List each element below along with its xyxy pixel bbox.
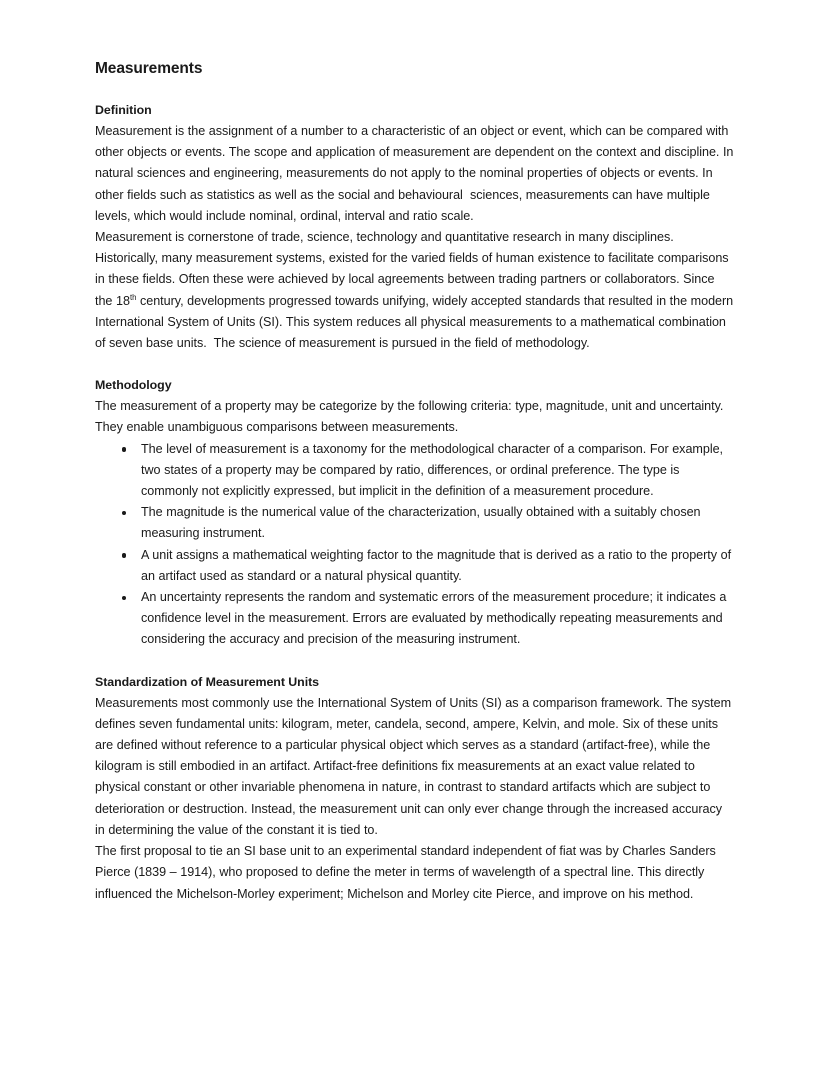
section-heading-definition: Definition bbox=[95, 103, 152, 117]
paragraph-definition-2 bbox=[95, 227, 735, 354]
section-methodology bbox=[95, 375, 735, 650]
paragraph-definition-2-part-a: Measurement is cornerstone of trade, science, technology and quantitative research in many disciplines. Historically, many measurement systems, existed for the varied fields of human existence to facilitate comparisons in these fields. Often these were achieved by local agreements between trading partners or collaborators. Since the 18 bbox=[95, 230, 733, 308]
section-definition bbox=[95, 100, 738, 354]
list-item: An uncertainty represents the random and systematic errors of the measurement procedure; it indicates a confidence level in the measurement. Errors are evaluated by methodically repeating measurements and considering the accuracy and precision of the measuring instrument. bbox=[95, 587, 735, 651]
document-content bbox=[95, 58, 738, 926]
section-standardization bbox=[95, 672, 735, 905]
paragraph-definition-1: Measurement is the assignment of a number to a characteristic of an object or event, which can be compared with other objects or events. The scope and application of measurement are dependent on the context and discipline. In natural sciences and engineering, measurements do not apply to the nominal properties of objects or events. In other fields such as statistics as well as the social and behavioural sciences, measurements can have multiple levels, which would include nominal, ordinal, interval and ratio scale. bbox=[95, 124, 738, 223]
list-item: The magnitude is the numerical value of the characterization, usually obtained with a suitably chosen measuring instrument. bbox=[95, 502, 735, 544]
paragraph-methodology-1: The measurement of a property may be categorize by the following criteria: type, magnitude, unit and uncertainty. They enable unambiguous comparisons between measurements. bbox=[95, 399, 727, 435]
paragraph-standardization-1: Measurements most commonly use the International System of Units (SI) as a comparison framework. The system defines seven fundamental units: kilogram, meter, candela, second, ampere, Kelvin, and mole. Six of these units are defined without reference to a particular physical object which serves as a standard (artifact-free), while the kilogram is still embodied in an artifact. Artifact-free definitions fix measurements at an exact value related to physical constant or other invariable phenomena in nature, in contrast to standard artifacts which are subject to deterioration or destruction. Instead, the measurement unit can only ever change through the increased accuracy in determining the value of the constant it is tied to. bbox=[95, 695, 735, 837]
section-heading-methodology: Methodology bbox=[95, 378, 172, 393]
paragraph-standardization-2: The first proposal to tie an SI base unit to an experimental standard independent of fiat was by Charles Sanders Pierce (1839 – 1914), who proposed to define the meter in terms of wavelength of a spectral line. This directly influenced the Michelson-Morley experiment; Michelson and Morley cite Pierce, and improve on his method. bbox=[95, 844, 720, 901]
ordinal-suffix-superscript: th bbox=[129, 292, 137, 302]
section-heading-standardization: Standardization of Measurement Units bbox=[95, 674, 320, 689]
paragraph-definition-2-part-b: century, developments progressed towards unifying, widely accepted standards that resulted in the modern International System of Units (SI). This system reduces all physical measurements to a mathematical combination of seven base units. The science of measurement is pursued in the field of methodology. bbox=[95, 293, 737, 351]
methodology-criteria-list bbox=[95, 439, 735, 651]
list-item: The level of measurement is a taxonomy for the methodological character of a comparison. For example, two states of a property may be compared by ratio, differences, or ordinal preference. The type is commonly not explicitly expressed, but implicit in the definition of a measurement procedure. bbox=[95, 439, 735, 503]
page-title: Measurements bbox=[95, 60, 203, 77]
list-item: A unit assigns a mathematical weighting factor to the magnitude that is derived as a ratio to the property of an artifact used as standard or a natural physical quantity. bbox=[95, 545, 735, 587]
